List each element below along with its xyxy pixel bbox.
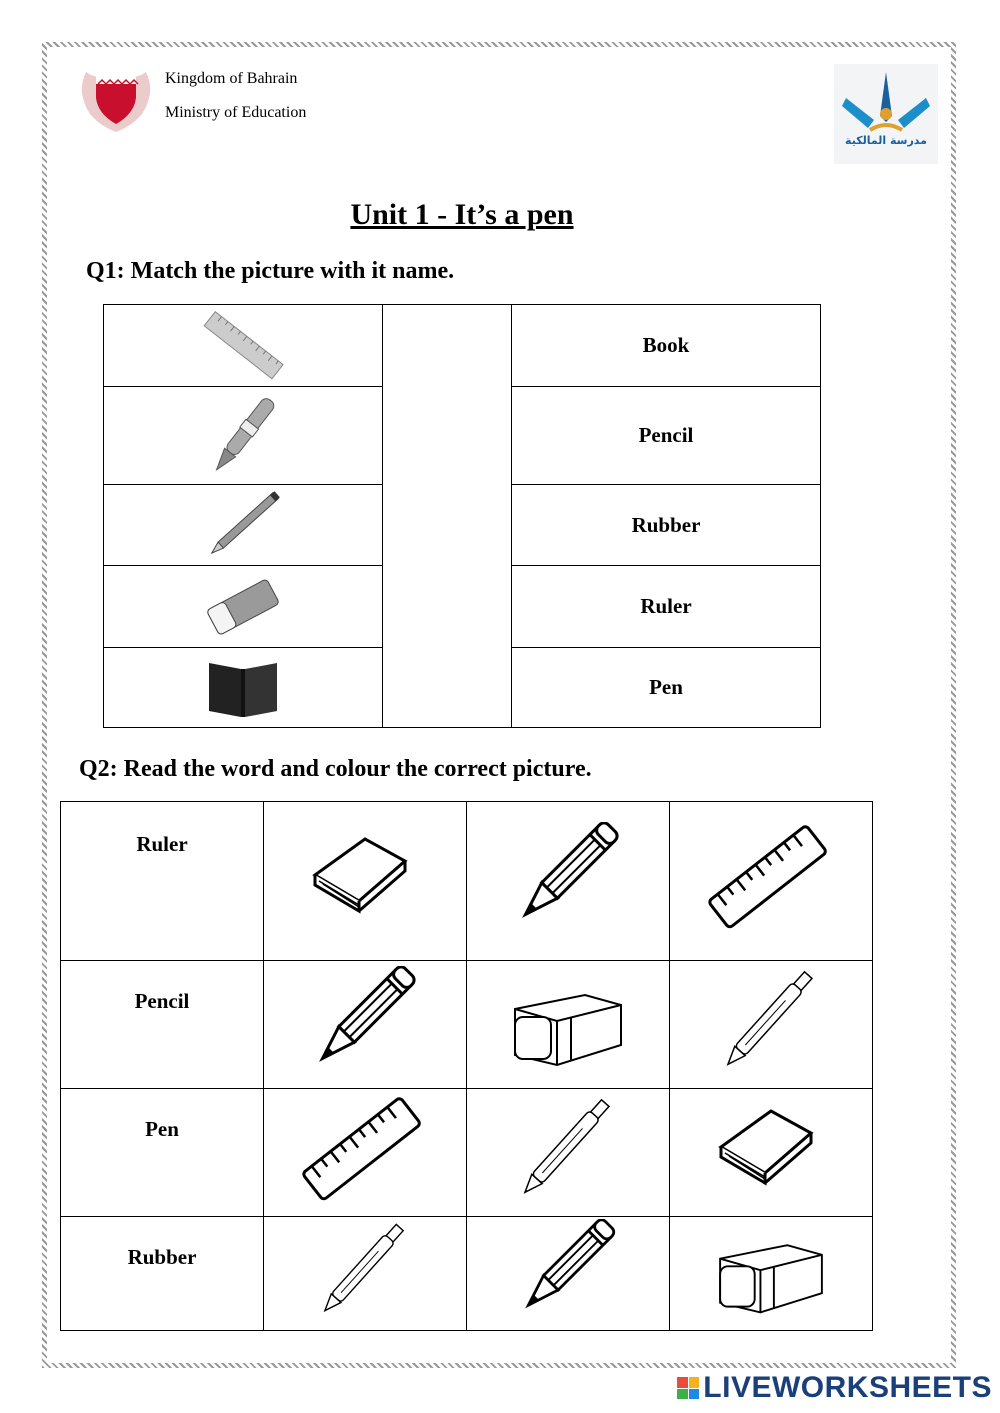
q1-pencil-picture	[104, 485, 383, 566]
q1-word[interactable]: Book	[512, 305, 821, 387]
q1-word[interactable]: Rubber	[512, 485, 821, 566]
book-icon	[305, 831, 425, 931]
q2-word: Pencil	[61, 961, 264, 1089]
q2-pen-option[interactable]	[264, 1217, 467, 1331]
q2-ruler-option[interactable]	[670, 802, 873, 961]
q1-book-picture	[104, 648, 383, 728]
q2-book-option[interactable]	[264, 802, 467, 961]
pencil-icon	[508, 822, 628, 940]
q2-pencil-option[interactable]	[264, 961, 467, 1089]
liveworksheets-logo-icon	[677, 1377, 699, 1399]
q1-word[interactable]: Ruler	[512, 566, 821, 648]
eraser-icon	[708, 1226, 834, 1322]
ministry-label: Ministry of Education	[165, 104, 307, 121]
q1-match-table	[103, 304, 821, 728]
pencil-icon	[305, 966, 425, 1084]
ruler-icon	[300, 1095, 430, 1211]
q1-ruler-picture	[104, 305, 383, 387]
q2-word: Ruler	[61, 802, 264, 961]
q1-heading: Q1: Match the picture with it name.	[86, 258, 455, 284]
q2-pencil-option[interactable]	[467, 802, 670, 961]
q1-word[interactable]: Pencil	[512, 387, 821, 485]
pen-icon	[305, 1219, 425, 1329]
pen-icon	[711, 966, 831, 1084]
eraser-icon	[505, 975, 631, 1075]
q2-colour-table	[60, 801, 873, 1331]
pencil-icon	[508, 1219, 628, 1329]
pen-icon	[508, 1094, 628, 1212]
kingdom-label: Kingdom of Bahrain	[165, 70, 298, 87]
q2-pencil-option[interactable]	[467, 1217, 670, 1331]
q1-word[interactable]: Pen	[512, 648, 821, 728]
q2-heading: Q2: Read the word and colour the correct picture.	[79, 756, 592, 782]
q2-pen-option[interactable]	[670, 961, 873, 1089]
school-logo-text: مدرسة المالكية	[845, 134, 927, 147]
liveworksheets-label: LIVEWORKSHEETS	[703, 1371, 992, 1404]
ruler-icon	[706, 823, 836, 939]
page-title: Unit 1 - It’s a pen	[350, 198, 574, 231]
q2-pen-option[interactable]	[467, 1089, 670, 1217]
q2-word: Pen	[61, 1089, 264, 1217]
q2-rubber-option[interactable]	[467, 961, 670, 1089]
q2-word: Rubber	[61, 1217, 264, 1331]
school-logo	[834, 64, 938, 164]
book-icon	[711, 1103, 831, 1203]
liveworksheets-brand[interactable]	[677, 1371, 992, 1405]
q2-book-option[interactable]	[670, 1089, 873, 1217]
q1-matching-gap	[383, 305, 512, 728]
q2-ruler-option[interactable]	[264, 1089, 467, 1217]
q1-rubber-picture	[104, 566, 383, 648]
q1-pen-picture	[104, 387, 383, 485]
bahrain-emblem-icon	[76, 62, 156, 134]
q2-rubber-option[interactable]	[670, 1217, 873, 1331]
